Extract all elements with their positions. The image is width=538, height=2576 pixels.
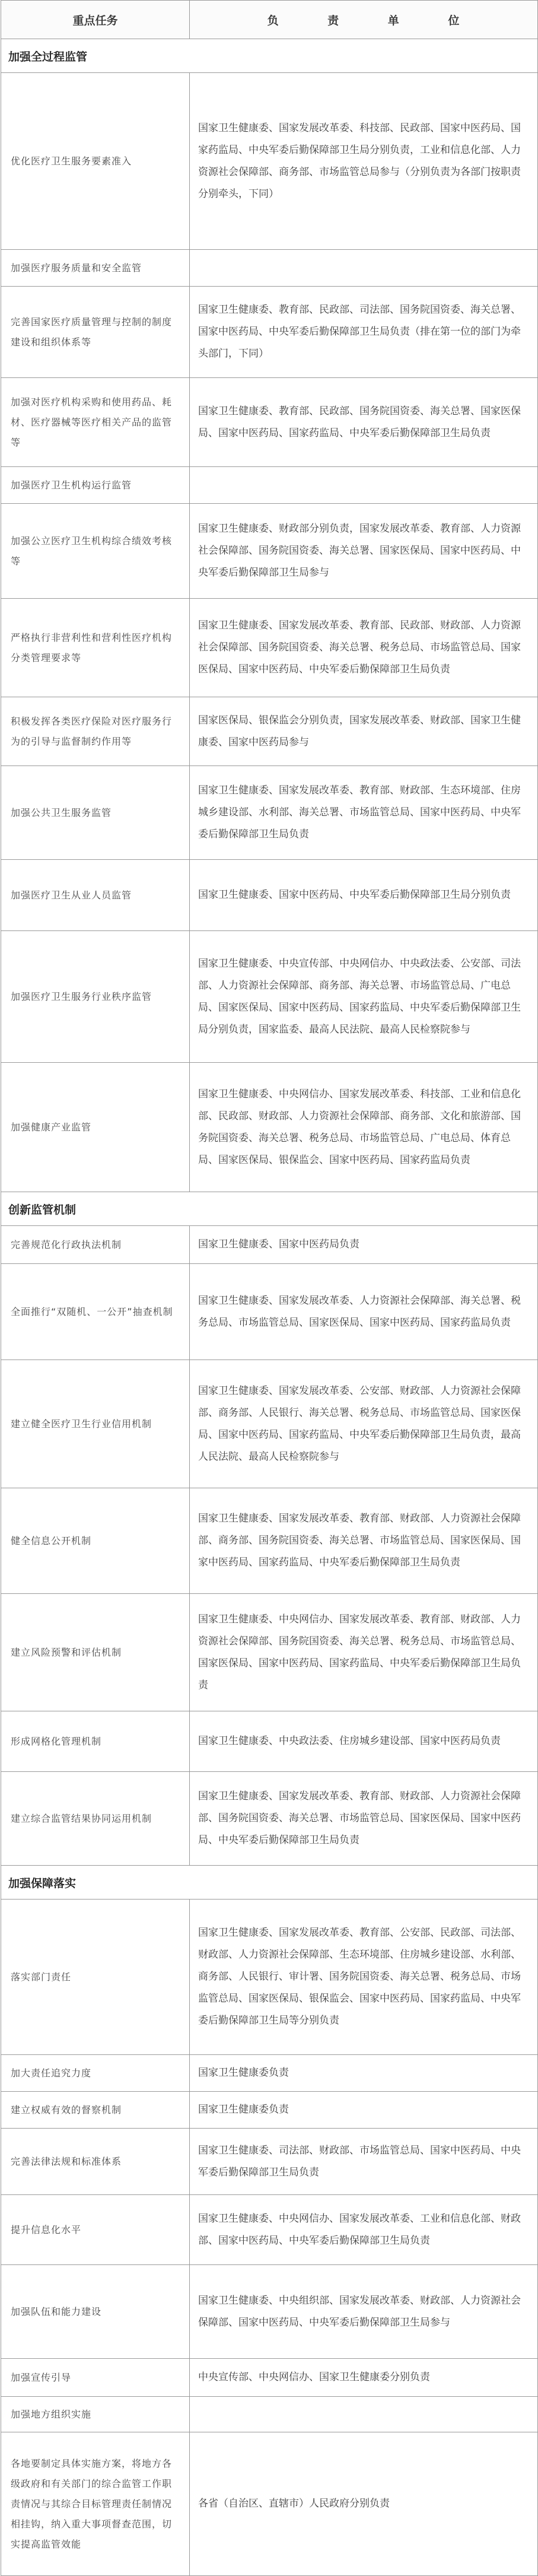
responsible-cell: 国家卫生健康委、教育部、民政部、司法部、国务院国资委、海关总署、国家中医药局、中央军委后勤保障部卫生局负责（排在第一位的部门为牵头部门，下同） [190, 287, 538, 378]
section-header-row [1, 39, 538, 73]
task-cell: 健全信息公开机制 [1, 1488, 190, 1594]
table-row [1, 2129, 538, 2195]
responsible-cell [190, 250, 538, 287]
responsible-cell: 国家卫生健康委、国家发展改革委、科技部、民政部、国家中医药局、国家药监局、中央军委后勤保障部卫生局分别负责，工业和信息化部、人力资源社会保障部、商务部、市场监管总局参与（分别负责为各部门按职责分别牵头，下同） [190, 73, 538, 250]
responsible-cell: 国家卫生健康委、中央组织部、国家发展改革委、财政部、人力资源社会保障部、国家中医药局、中央军委后勤保障部卫生局参与 [190, 2265, 538, 2359]
responsible-cell: 国家卫生健康委、国家发展改革委、教育部、财政部、生态环境部、住房城乡建设部、水利部、海关总署、市场监管总局、国家中医药局、中央军委后勤保障部卫生局负责 [190, 766, 538, 860]
responsible-cell: 国家医保局、银保监会分别负责，国家发展改革委、财政部、国家卫生健康委、国家中医药局参与 [190, 697, 538, 766]
responsible-cell: 国家卫生健康委、国家发展改革委、教育部、财政部、人力资源社会保障部、国务院国资委、海关总署、市场监管总局、国家医保局、国家中医药局、中央军委后勤保障部卫生局负责 [190, 1772, 538, 1866]
header-task: 重点任务 [1, 1, 190, 39]
section-title: 加强保障落实 [1, 1866, 538, 1900]
task-cell: 形成网格化管理机制 [1, 1711, 190, 1772]
table-row [1, 1264, 538, 1360]
task-cell: 加强对医疗机构采购和使用药品、耗材、医疗器械等医疗相关产品的监管等 [1, 378, 190, 467]
responsible-cell [190, 2397, 538, 2432]
table-row [1, 2397, 538, 2432]
task-cell: 建立风险预警和评估机制 [1, 1594, 190, 1711]
task-cell: 加强宣传引导 [1, 2359, 190, 2397]
responsible-cell: 国家卫生健康委、国家发展改革委、教育部、民政部、财政部、人力资源社会保障部、国务院国资委、海关总署、税务总局、市场监管总局、国家医保局、国家中医药局、中央军委后勤保障部卫生局负责 [190, 599, 538, 697]
table-row [1, 73, 538, 250]
task-cell: 加强医疗服务质量和安全监管 [1, 250, 190, 287]
responsible-cell: 国家卫生健康委、中央网信办、国家发展改革委、工业和信息化部、财政部、国家中医药局、中央军委后勤保障部卫生局负责 [190, 2195, 538, 2265]
responsible-cell: 国家卫生健康委、财政部分别负责，国家发展改革委、教育部、人力资源社会保障部、国务院国资委、海关总署、国家医保局、国家中医药局、中央军委后勤保障部卫生局参与 [190, 504, 538, 599]
task-table-sheet [1, 0, 537, 2576]
responsible-cell: 国家卫生健康委、国家中医药局、中央军委后勤保障部卫生局分别负责 [190, 860, 538, 931]
responsible-cell: 国家卫生健康委、中央宣传部、中央网信办、中央政法委、公安部、司法部、人力资源社会保障部、商务部、海关总署、市场监管总局、广电总局、国家医保局、国家中医药局、国家药监局、中央军委后勤保障部卫生局分别负责，国家监委、最高人民法院、最高人民检察院参与 [190, 931, 538, 1063]
table-row [1, 599, 538, 697]
table-row [1, 766, 538, 860]
table-row [1, 931, 538, 1063]
responsible-cell: 国家卫生健康委、国家发展改革委、公安部、财政部、人力资源社会保障部、商务部、人民银行、海关总署、税务总局、市场监管总局、国家医保局、国家中医药局、国家药监局、中央军委后勤保障部卫生局负责，最高人民法院、最高人民检察院参与 [190, 1360, 538, 1488]
task-cell: 加强医疗卫生服务行业秩序监管 [1, 931, 190, 1063]
header-responsible: 负 责 单 位 [190, 1, 538, 39]
responsible-cell: 国家卫生健康委、司法部、财政部、市场监管总局、国家中医药局、中央军委后勤保障部卫生局负责 [190, 2129, 538, 2195]
table-row [1, 250, 538, 287]
section-header-row [1, 1192, 538, 1226]
responsible-cell: 国家卫生健康委负责 [190, 2092, 538, 2129]
table-row [1, 1900, 538, 2055]
table-row [1, 2359, 538, 2397]
task-cell: 完善法律法规和标准体系 [1, 2129, 190, 2195]
table-row [1, 1711, 538, 1772]
table-row [1, 860, 538, 931]
responsible-cell: 国家卫生健康委、中央政法委、住房城乡建设部、国家中医药局负责 [190, 1711, 538, 1772]
table-row [1, 1063, 538, 1192]
table-row [1, 1226, 538, 1264]
task-cell: 加强队伍和能力建设 [1, 2265, 190, 2359]
table-row [1, 378, 538, 467]
responsible-cell: 国家卫生健康委、教育部、民政部、国务院国资委、海关总署、国家医保局、国家中医药局、国家药监局、中央军委后勤保障部卫生局负责 [190, 378, 538, 467]
table-row [1, 504, 538, 599]
task-cell: 建立综合监管结果协同运用机制 [1, 1772, 190, 1866]
section-title: 创新监管机制 [1, 1192, 538, 1226]
table-row [1, 1594, 538, 1711]
task-cell: 全面推行“双随机、一公开”抽查机制 [1, 1264, 190, 1360]
responsible-cell: 国家卫生健康委负责 [190, 2055, 538, 2092]
responsible-cell: 国家卫生健康委、国家发展改革委、教育部、公安部、民政部、司法部、财政部、人力资源社会保障部、生态环境部、住房城乡建设部、水利部、商务部、人民银行、审计署、国务院国资委、海关总署、税务总局、市场监管总局、国家医保局、银保监会、国家中医药局、国家药监局、中央军委后勤保障部卫生局等分别负责 [190, 1900, 538, 2055]
task-cell: 加强医疗卫生从业人员监管 [1, 860, 190, 931]
task-cell: 加强健康产业监管 [1, 1063, 190, 1192]
responsible-cell [190, 467, 538, 504]
task-cell: 加强医疗卫生机构运行监管 [1, 467, 190, 504]
task-cell: 建立权威有效的督察机制 [1, 2092, 190, 2129]
task-cell: 建立健全医疗卫生行业信用机制 [1, 1360, 190, 1488]
table-header-row [1, 1, 538, 39]
task-cell: 加强公共卫生服务监管 [1, 766, 190, 860]
task-cell: 落实部门责任 [1, 1900, 190, 2055]
table-row [1, 1360, 538, 1488]
table-row [1, 287, 538, 378]
table-row [1, 697, 538, 766]
task-cell: 完善国家医疗质量管理与控制的制度建设和组织体系等 [1, 287, 190, 378]
table-row [1, 467, 538, 504]
task-cell: 积极发挥各类医疗保险对医疗服务行为的引导与监督制约作用等 [1, 697, 190, 766]
table-row [1, 2092, 538, 2129]
table-body [1, 39, 538, 2576]
responsible-cell: 国家卫生健康委、国家发展改革委、人力资源社会保障部、海关总署、税务总局、市场监管总局、国家医保局、国家中医药局、国家药监局负责 [190, 1264, 538, 1360]
task-cell: 完善规范化行政执法机制 [1, 1226, 190, 1264]
task-responsibility-table [1, 0, 538, 2576]
task-cell: 加大责任追究力度 [1, 2055, 190, 2092]
responsible-cell: 国家卫生健康委、国家中医药局负责 [190, 1226, 538, 1264]
responsible-cell: 各省（自治区、直辖市）人民政府分别负责 [190, 2432, 538, 2576]
task-cell: 优化医疗卫生服务要素准入 [1, 73, 190, 250]
task-cell: 加强公立医疗卫生机构综合绩效考核等 [1, 504, 190, 599]
section-header-row [1, 1866, 538, 1900]
responsible-cell: 国家卫生健康委、中央网信办、国家发展改革委、教育部、财政部、人力资源社会保障部、国务院国资委、海关总署、税务总局、市场监管总局、国家医保局、国家中医药局、国家药监局、中央军委后勤保障部卫生局负责 [190, 1594, 538, 1711]
responsible-cell: 国家卫生健康委、国家发展改革委、教育部、财政部、人力资源社会保障部、商务部、国务院国资委、海关总署、市场监管总局、国家医保局、国家中医药局、国家药监局、中央军委后勤保障部卫生局负责 [190, 1488, 538, 1594]
section-title: 加强全过程监管 [1, 39, 538, 73]
task-cell: 各地要制定具体实施方案，将地方各级政府和有关部门的综合监管工作职责情况与其综合目标管理责任制情况相挂钩，纳入重大事项督查范围，切实提高监管效能 [1, 2432, 190, 2576]
task-cell: 提升信息化水平 [1, 2195, 190, 2265]
table-row [1, 2195, 538, 2265]
table-row [1, 1488, 538, 1594]
task-cell: 严格执行非营利性和营利性医疗机构分类管理要求等 [1, 599, 190, 697]
table-row [1, 1772, 538, 1866]
task-cell: 加强地方组织实施 [1, 2397, 190, 2432]
responsible-cell: 中央宣传部、中央网信办、国家卫生健康委分别负责 [190, 2359, 538, 2397]
table-row [1, 2055, 538, 2092]
responsible-cell: 国家卫生健康委、中央网信办、国家发展改革委、科技部、工业和信息化部、民政部、财政部、人力资源社会保障部、商务部、文化和旅游部、国务院国资委、海关总署、税务总局、市场监管总局、广电总局、体育总局、国家医保局、银保监会、国家中医药局、国家药监局负责 [190, 1063, 538, 1192]
table-row [1, 2432, 538, 2576]
table-row [1, 2265, 538, 2359]
